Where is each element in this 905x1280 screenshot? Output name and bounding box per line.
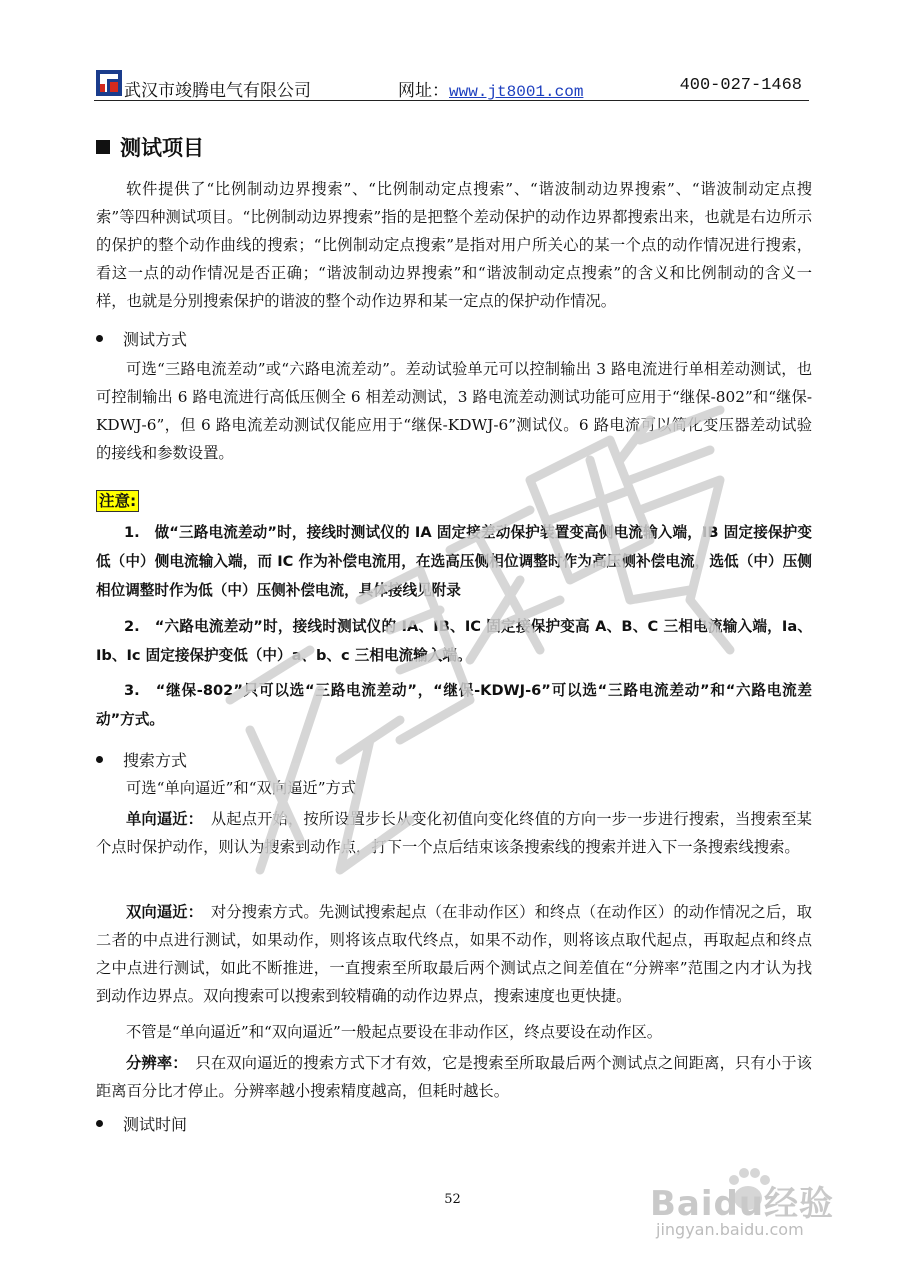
test-time-heading: 测试时间 bbox=[96, 1112, 187, 1135]
baidu-url: jingyan.baidu.com bbox=[656, 1220, 804, 1239]
header-company-name: 武汉市竣腾电气有限公司 bbox=[124, 81, 311, 101]
search-mode-text: 可选“单向逼近”和“双向逼近”方式 bbox=[126, 779, 357, 797]
intro-paragraph: 软件提供了“比例制动边界搜索”、“比例制动定点搜索”、“谐波制动边界搜索”、“谐波制动定点搜索”等四种测试项目。“比例制动边界搜索”指的是把整个差动保护的动作边界都搜索出来，也就是右边所示的保护的整个动作曲线的搜索；“比例制动定点搜索”是指对用户所关心的某一个点的动作情况进行搜索，看这一点的动作情况是否正确；“谐波制动边界搜索”和“谐波制动定点搜索”的含义和比例制动的含义一样，也就是分别搜索保护的谐波的整个动作边界和某一定点的保护动作情况。 bbox=[96, 180, 812, 310]
header-phone: 400-027-1468 bbox=[679, 76, 802, 95]
resolution-paragraph: 分辨率： 只在双向逼近的搜索方式下才有效，它是搜索至所取最后两个测试点之间距离，只有小于该距离百分比才停止。分辨率越小搜索精度越高，但耗时越长。 bbox=[96, 1054, 812, 1100]
note-label: 注意: bbox=[96, 490, 139, 512]
test-mode-paragraph: 可选“三路电流差动”或“六路电流差动”。差动试验单元可以控制输出 3 路电流进行单相差动测试，也可控制输出 6 路电流进行高低压侧全 6 相差动测试，3 路电流差动测试功能可应用于“继保-802”和“继保-KDWJ-6”，但 6 路电流差动测试仅能应用于“继保-KDWJ-6”测试仪。6 路电流可以简化变压器差动试验的接线和参数设置。 bbox=[96, 360, 812, 462]
header-website bbox=[398, 76, 583, 101]
resolution-label: 分辨率： bbox=[126, 1054, 181, 1072]
company-logo bbox=[96, 70, 122, 96]
header-divider bbox=[94, 100, 809, 101]
note-item-3: 3. “继保-802”只可以选“三路电流差动”，“继保-KDWJ-6”可以选“三路电流差动”和“六路电流差动”方式。 bbox=[96, 682, 812, 728]
single-approach-paragraph: 单向逼近： 从起点开始，按所设置步长从变化初值向变化终值的方向一步一步进行搜索，当搜索至某个点时保护动作，则认为搜索到动作点，打下一个点后结束该条搜索线的搜索并进入下一条搜索线搜索。 bbox=[96, 810, 812, 856]
bullet-icon bbox=[96, 335, 103, 342]
double-approach-paragraph: 双向逼近： 对分搜索方式。先测试搜索起点（在非动作区）和终点（在动作区）的动作情况之后，取二者的中点进行测试，如果动作，则将该点取代终点，如果不动作，则将该点取代起点，再取起点和终点之中点进行测试，如此不断推进，一直搜索至所取最后两个测试点之间差值在“分辨率”范围之内才认为找到动作边界点。双向搜索可以搜索到较精确的动作边界点，搜索速度也更快捷。 bbox=[96, 903, 812, 1005]
test-mode-heading: 测试方式 bbox=[96, 327, 187, 350]
section-title: 测试项目 bbox=[96, 132, 204, 162]
single-approach-label: 单向逼近： bbox=[126, 810, 196, 828]
square-bullet-icon bbox=[96, 140, 110, 154]
note-item-2: 2. “六路电流差动”时，接线时测试仪的 IA、IB、IC 固定接保护变高 A、B、C 三相电流输入端，Ia、Ib、Ic 固定接保护变低（中）a、b、c 三相电流输入端。 bbox=[96, 618, 812, 664]
website-link[interactable]: www.jt8001.com bbox=[449, 83, 584, 101]
page-number: 52 bbox=[444, 1192, 461, 1207]
bullet-icon bbox=[96, 1120, 103, 1127]
search-mode-heading: 搜索方式 bbox=[96, 748, 187, 771]
website-label: 网址： bbox=[398, 81, 449, 101]
baidu-wordmark: Baidu经验 bbox=[650, 1184, 835, 1224]
bullet-icon bbox=[96, 756, 103, 763]
note-item-1: 1. 做“三路电流差动”时，接线时测试仪的 IA 固定接差动保护装置变高侧电流输入端，IB 固定接保护变低（中）侧电流输入端，而 IC 作为补偿电流用，在选高压侧相位调整时作为高压侧补偿电流，选低（中）压侧相位调整时作为低（中）压侧补偿电流，具体接线见附录 bbox=[96, 524, 812, 599]
double-approach-label: 双向逼近： bbox=[126, 903, 196, 921]
general-note-paragraph: 不管是“单向逼近”和“双向逼近”一般起点要设在非动作区，终点要设在动作区。 bbox=[126, 1023, 663, 1041]
